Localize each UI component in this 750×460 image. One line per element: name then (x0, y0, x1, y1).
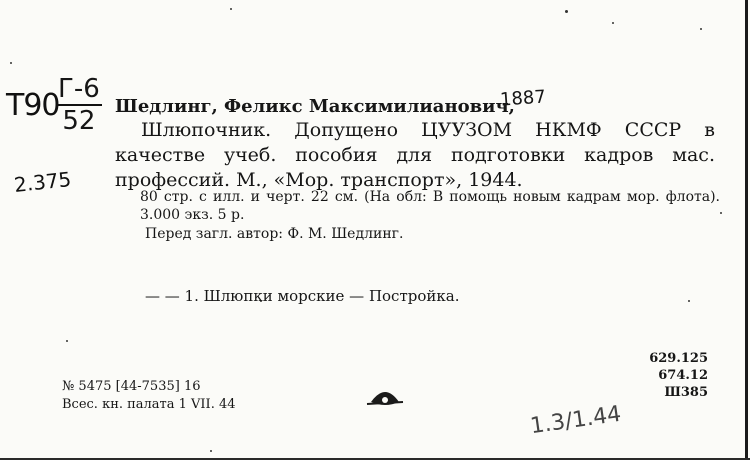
book-chamber-line: Всес. кн. палата 1 VII. 44 (62, 397, 236, 412)
classification-codes (649, 350, 708, 401)
speck (612, 22, 614, 24)
inventory-number: 2.375 (12, 167, 73, 197)
speck (565, 10, 568, 13)
shelf-mark-main: Т90 (6, 88, 60, 123)
speck (10, 62, 12, 64)
speck (230, 8, 232, 10)
author-heading: Шедлинг, Феликс Максимилианович, (115, 96, 515, 117)
handwritten-date: 1.3/1.44 (528, 401, 623, 440)
speck (210, 450, 212, 452)
card-footer (62, 378, 236, 414)
record-number: № 5475 [44-7535] 16 (62, 379, 201, 394)
speck (66, 340, 68, 342)
author-birth-year: 1887 (499, 86, 547, 111)
subject-heading: — — 1. Шлюпки морские — Постройка. (145, 287, 460, 305)
speck (700, 28, 702, 30)
title-block: Шлюпочник. Допущено ЦУУЗОМ НКМФ СССР в качестве учеб. пособия для подготовки кадров мас. профессий. М., «Мор. транспорт», 1944. (115, 119, 715, 191)
speck (688, 300, 690, 302)
shelf-mark-numerator: Г-6 (58, 74, 100, 104)
classification-code: 629.125 (649, 351, 708, 366)
shelf-mark-denominator: 52 (56, 104, 102, 134)
publisher-stamp-icon (365, 380, 405, 412)
shelf-mark-fraction (56, 76, 102, 134)
card-right-edge (745, 0, 748, 460)
title-note: Перед загл. автор: Ф. М. Шедлинг. (145, 226, 404, 242)
collation: 80 стр. с илл. и черт. 22 см. (На обл: В помощь новым кадрам мор. флота). 3.000 экз. 5 р. (140, 189, 720, 223)
classification-code: 674.12 (658, 368, 708, 383)
speck (720, 212, 722, 214)
classification-code: Ш385 (664, 385, 708, 400)
